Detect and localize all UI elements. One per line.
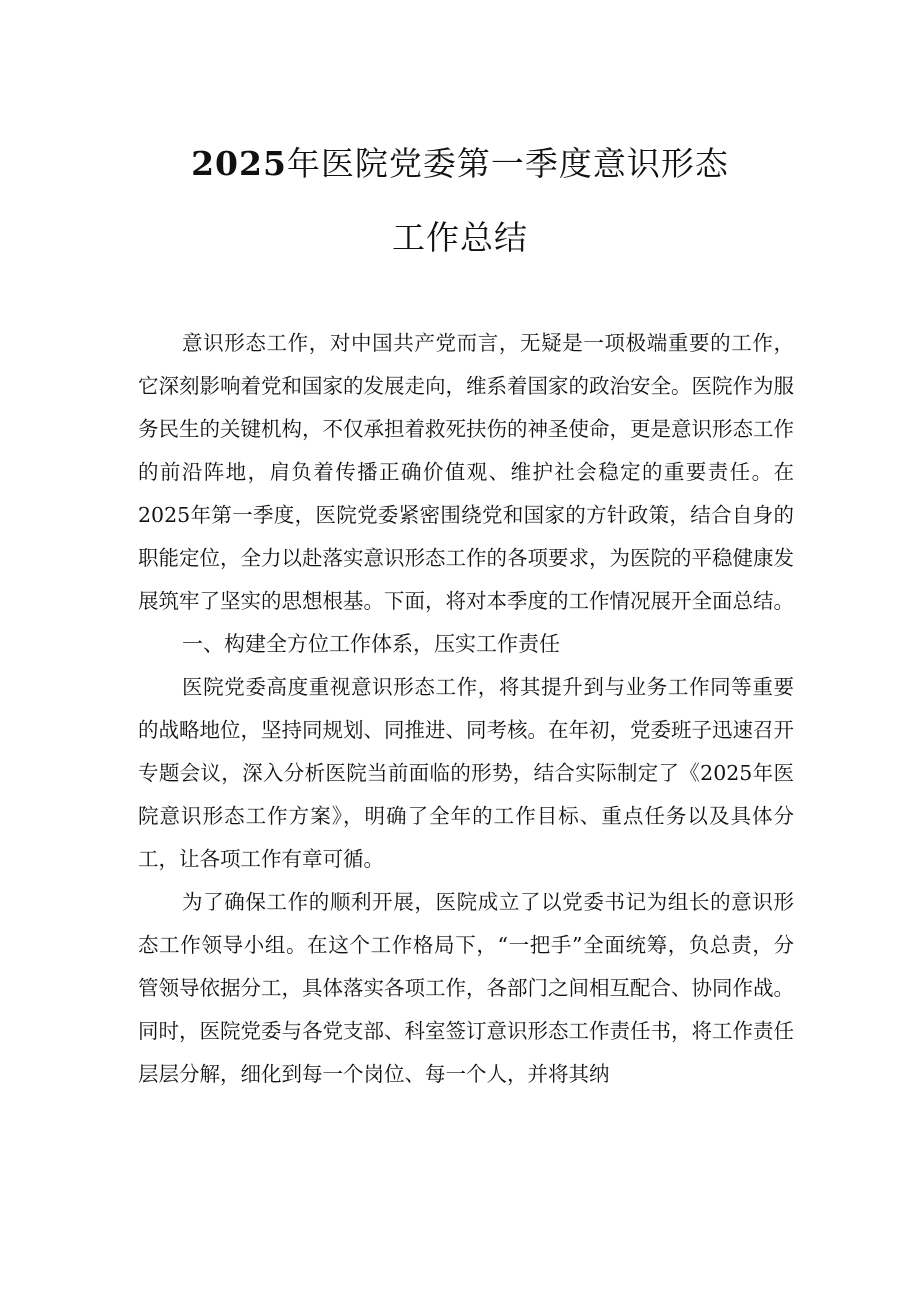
intro-paragraph: 意识形态工作，对中国共产党而言，无疑是一项极端重要的工作，它深刻影响着党和国家的发展走向，维系着国家的政治安全。医院作为服务民生的关键机构，不仅承担着救死扶伤的神圣使命，更是意识形态工作的前沿阵地，肩负着传播正确价值观、维护社会稳定的重要责任。在2025年第一季度，医院党委紧密围绕党和国家的方针政策，结合自身的职能定位，全力以赴落实意识形态工作的各项要求，为医院的平稳健康发展筑牢了坚实的思想根基。下面，将对本季度的工作情况展开全面总结。 (138, 331, 794, 613)
section-heading-1: 一、构建全方位工作体系，压实工作责任 (182, 632, 560, 656)
title-year: 2025 (191, 144, 287, 183)
document-title-line2: 工作总结 (392, 218, 528, 257)
title-text: 年医院党委第一季度意识形态 (286, 144, 729, 183)
document-body (138, 322, 794, 1096)
section1-paragraph-2: 为了确保工作的顺利开展，医院成立了以党委书记为组长的意识形态工作领导小组。在这个工作格局下，“一把手”全面统筹，负总责，分管领导依据分工，具体落实各项工作，各部门之间相互配合、协同作战。同时，医院党委与各党支部、科室签订意识形态工作责任书，将工作责任层层分解，细化到每一个岗位、每一个人，并将其纳 (138, 890, 794, 1086)
document-title-line1 (0, 138, 920, 185)
section1-paragraph-1: 医院党委高度重视意识形态工作，将其提升到与业务工作同等重要的战略地位，坚持同规划、同推进、同考核。在年初，党委班子迅速召开专题会议，深入分析医院当前面临的形势，结合实际制定了《2025年医院意识形态工作方案》，明确了全年的工作目标、重点任务以及具体分工，让各项工作有章可循。 (138, 675, 794, 871)
